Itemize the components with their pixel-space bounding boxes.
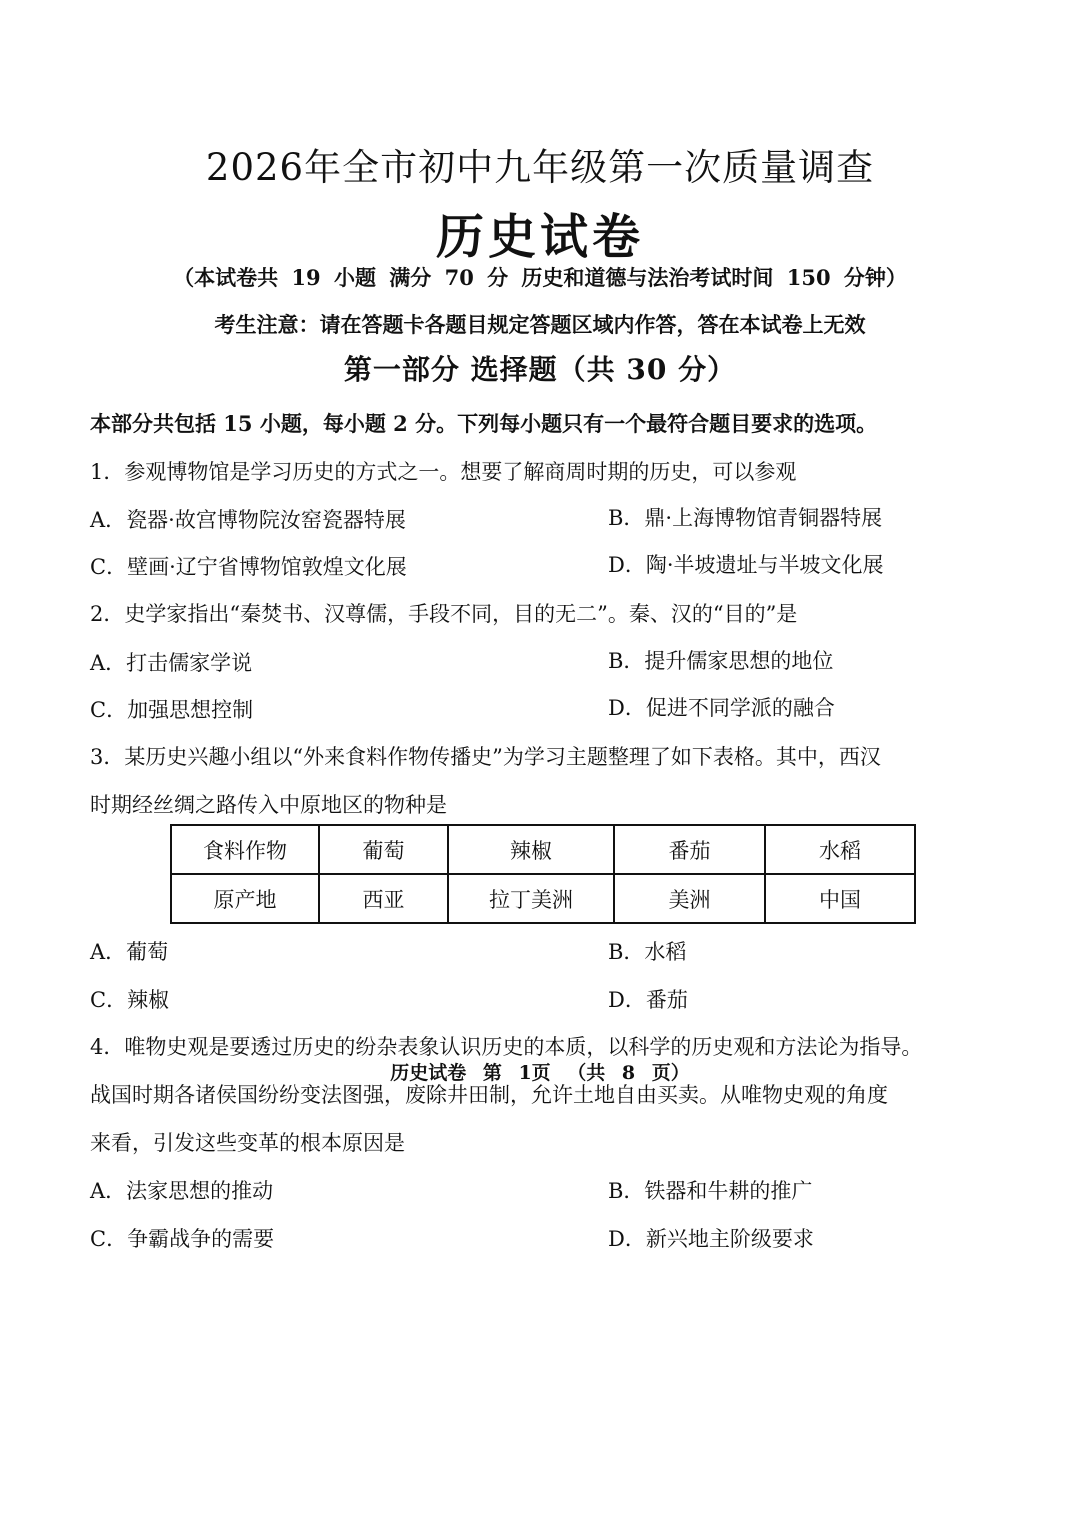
table-cell: 中国 bbox=[765, 874, 915, 923]
q4-option-b: B．铁器和牛耕的推广 bbox=[608, 1179, 813, 1203]
question-2-text: 2．史学家指出“秦焚书、汉尊儒，手段不同，目的无二”。秦、汉的“目的”是 bbox=[90, 602, 798, 626]
crop-origin-table bbox=[170, 824, 916, 924]
question-4-text-line-1: 4．唯物史观是要透过历史的纷杂表象认识历史的本质，以科学的历史观和方法论为指导。 bbox=[90, 1035, 923, 1059]
page-footer: 历史试卷 第 1页 （共 8 页） bbox=[390, 1062, 690, 1084]
table-cell: 拉丁美洲 bbox=[448, 874, 614, 923]
exam-title: 2026年全市初中九年级第一次质量调查 bbox=[205, 146, 875, 189]
table-cell: 葡萄 bbox=[319, 825, 448, 874]
q3-option-a: A．葡萄 bbox=[90, 940, 169, 964]
q1-option-a: A．瓷器·故宫博物院汝窑瓷器特展 bbox=[90, 508, 406, 532]
exam-info: （本试卷共 19 小题 满分 70 分 历史和道德与法治考试时间 150 分钟） bbox=[173, 265, 907, 290]
table-cell: 原产地 bbox=[171, 874, 319, 923]
q2-option-c: C．加强思想控制 bbox=[90, 698, 254, 722]
candidate-notice: 考生注意：请在答题卡各题目规定答题区域内作答，答在本试卷上无效 bbox=[214, 312, 866, 337]
q3-option-c: C．辣椒 bbox=[90, 988, 170, 1012]
subject-title: 历史试卷 bbox=[435, 209, 644, 265]
table-cell: 水稻 bbox=[765, 825, 915, 874]
q3-option-b: B．水稻 bbox=[608, 940, 687, 964]
question-4-text-line-2: 战国时期各诸侯国纷纷变法图强，废除井田制，允许土地自由买卖。从唯物史观的角度 bbox=[90, 1083, 888, 1107]
q2-option-d: D．促进不同学派的融合 bbox=[608, 696, 835, 720]
q2-option-a: A．打击儒家学说 bbox=[90, 651, 253, 675]
q1-option-c: C．壁画·辽宁省博物馆敦煌文化展 bbox=[90, 555, 407, 579]
question-3-text-line-1: 3．某历史兴趣小组以“外来食料作物传播史”为学习主题整理了如下表格。其中，西汉 bbox=[90, 745, 881, 769]
question-4-text-line-3: 来看，引发这些变革的根本原因是 bbox=[90, 1131, 405, 1155]
part-heading: 第一部分 选择题（共 30 分） bbox=[343, 353, 737, 386]
q3-option-d: D．番茄 bbox=[608, 988, 688, 1012]
table-cell: 西亚 bbox=[319, 874, 448, 923]
table-cell: 食料作物 bbox=[171, 825, 319, 874]
table-cell: 美洲 bbox=[614, 874, 765, 923]
table-cell: 辣椒 bbox=[448, 825, 614, 874]
part-instruction: 本部分共包括 15 小题，每小题 2 分。下列每小题只有一个最符合题目要求的选项。 bbox=[90, 411, 878, 436]
question-3-text-line-2: 时期经丝绸之路传入中原地区的物种是 bbox=[90, 793, 447, 817]
q1-option-b: B．鼎·上海博物馆青铜器特展 bbox=[608, 506, 883, 530]
q4-option-a: A．法家思想的推动 bbox=[90, 1179, 274, 1203]
q4-option-c: C．争霸战争的需要 bbox=[90, 1227, 275, 1251]
q1-option-d: D．陶·半坡遗址与半坡文化展 bbox=[608, 553, 884, 577]
table-row bbox=[171, 825, 915, 874]
q4-option-d: D．新兴地主阶级要求 bbox=[608, 1227, 814, 1251]
q2-option-b: B．提升儒家思想的地位 bbox=[608, 649, 834, 673]
table-row bbox=[171, 874, 915, 923]
question-1-text: 1．参观博物馆是学习历史的方式之一。想要了解商周时期的历史，可以参观 bbox=[90, 460, 797, 484]
table-cell: 番茄 bbox=[614, 825, 765, 874]
